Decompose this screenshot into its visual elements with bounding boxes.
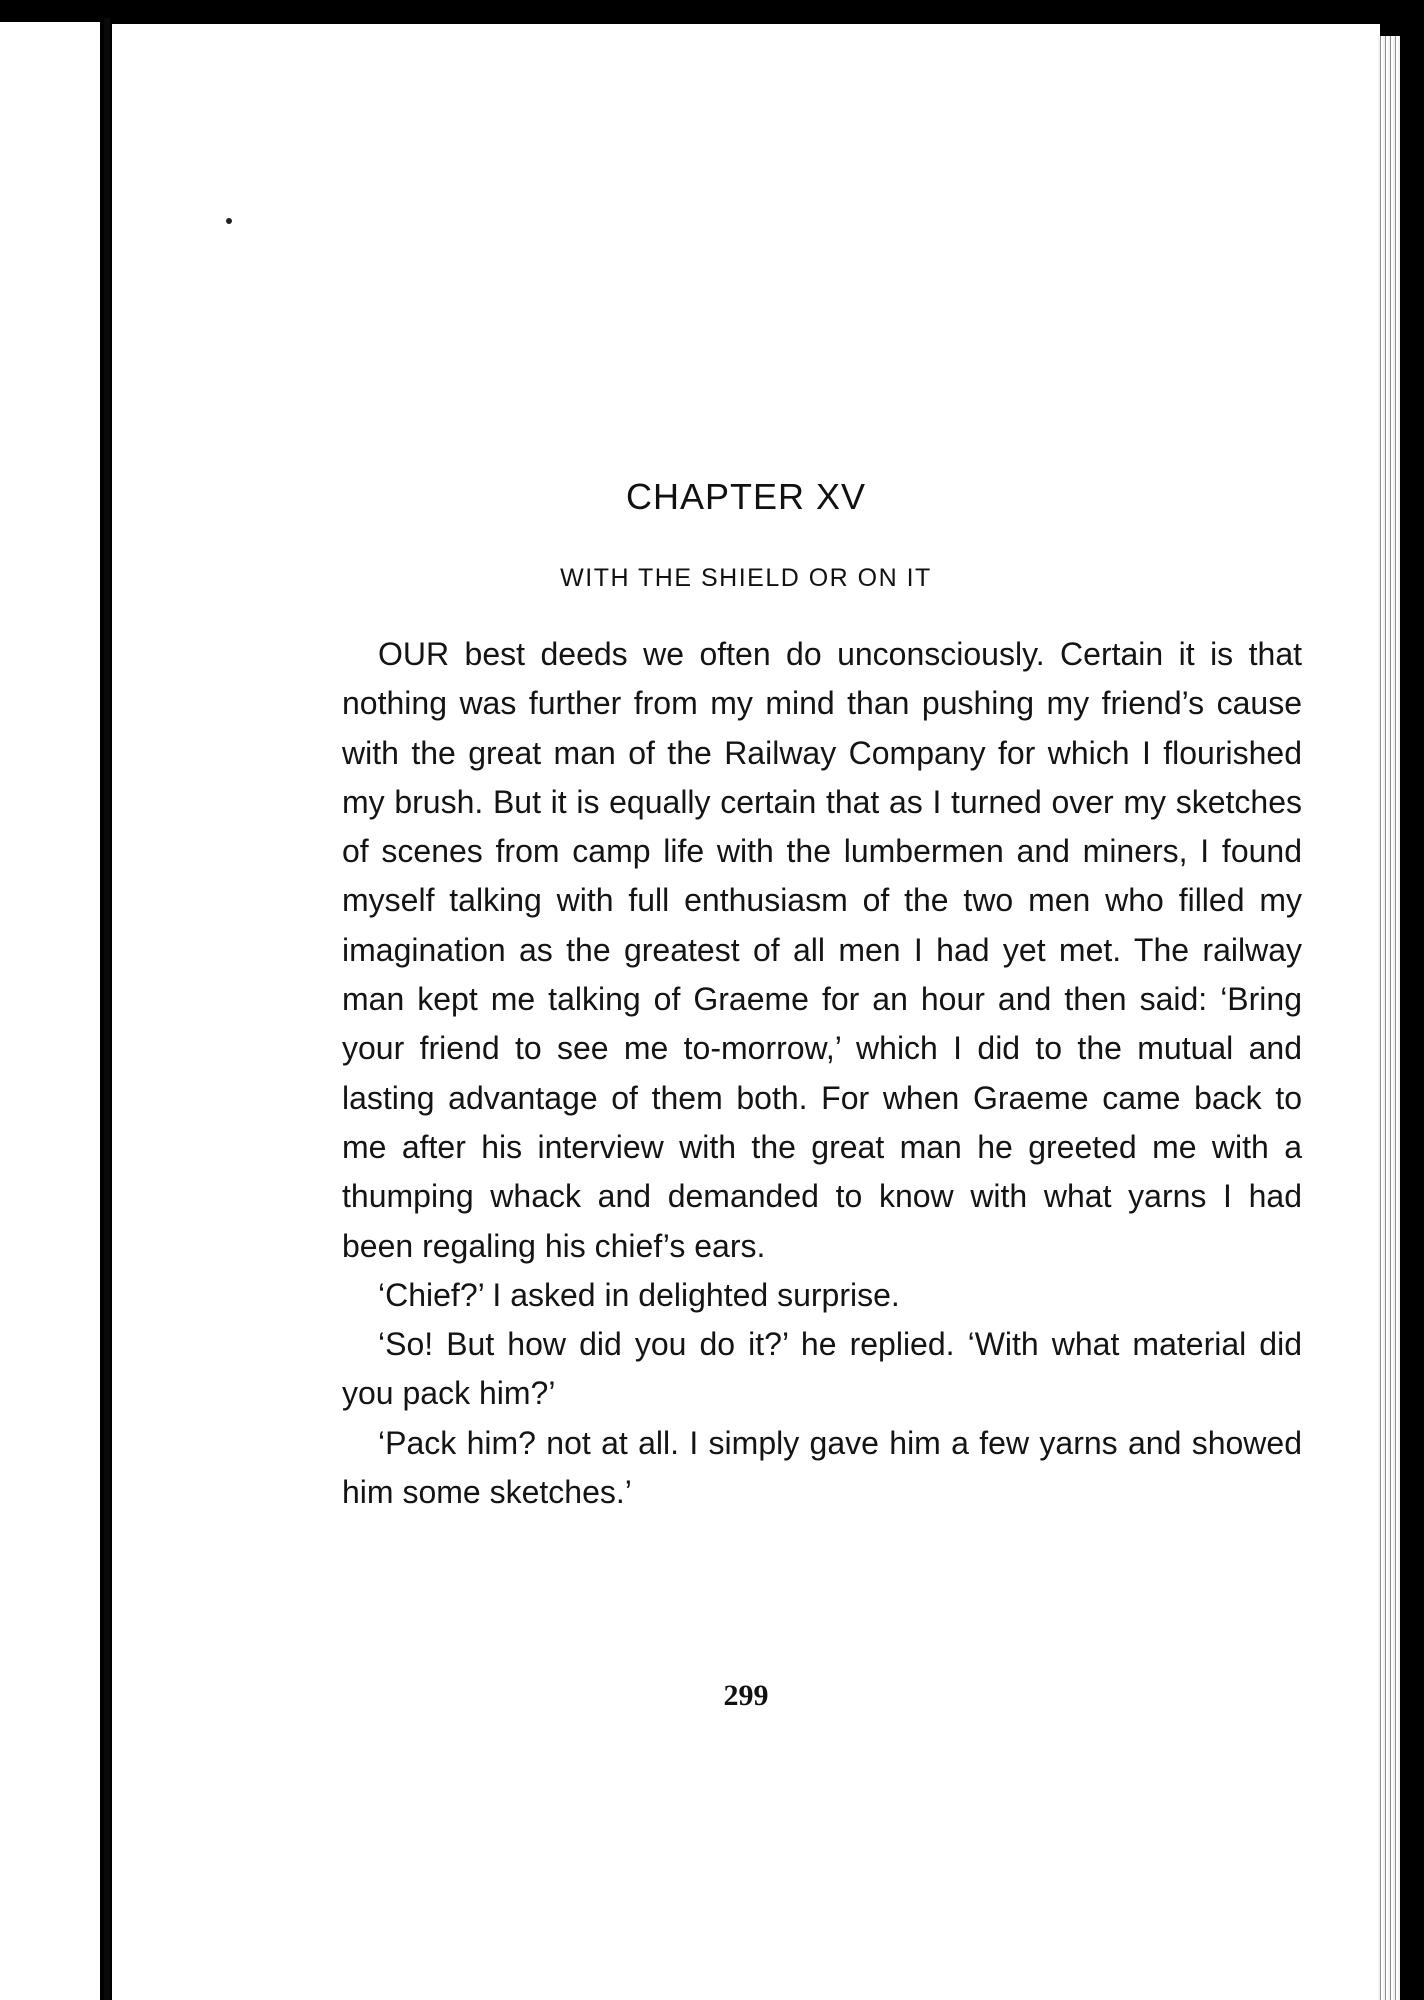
paragraph: ‘So! But how did you do it?’ he replied. ‘With what material did you pack him?’ <box>342 1326 1302 1412</box>
previous-page-edge <box>0 22 100 2000</box>
book-edge-shadow <box>1400 40 1424 2000</box>
chapter-subtitle: WITH THE SHIELD OR ON IT <box>560 564 932 592</box>
page-edges <box>1378 36 1400 2000</box>
book-gutter <box>104 18 110 2000</box>
book-page <box>112 24 1380 2000</box>
paragraph: ‘Chief?’ I asked in delighted surprise. <box>378 1276 900 1313</box>
page-number: 299 <box>723 1679 769 1712</box>
chapter-heading: CHAPTER XV <box>625 476 867 517</box>
paragraph: OUR best deeds we often do unconsciously. Certain it is that nothing was further from my mind than pushing my friend’s cause with the great man of the Railway Company for which I flourished my brush. But it is equally certain that as I turned over my sketches of scenes from camp life with the lumbermen and miners, I found myself talking with full enthusiasm of the two men who filled my imagination as the greatest of all men I had yet met. The railway man kept me talking of Graeme for an hour and then said: ‘Bring your friend to see me to-morrow,’ which I did to the mutual and lasting advantage of them both. For when Graeme came back to me after his interview with the great man he greeted me with a thumping whack and demanded to know with what yarns I had been regaling his chief’s ears. <box>342 636 1302 1264</box>
paragraph: ‘Pack him? not at all. I simply gave him a few yarns and showed him some sketches.’ <box>342 1424 1302 1511</box>
body-text <box>342 630 1302 1517</box>
ink-speck <box>226 218 232 224</box>
